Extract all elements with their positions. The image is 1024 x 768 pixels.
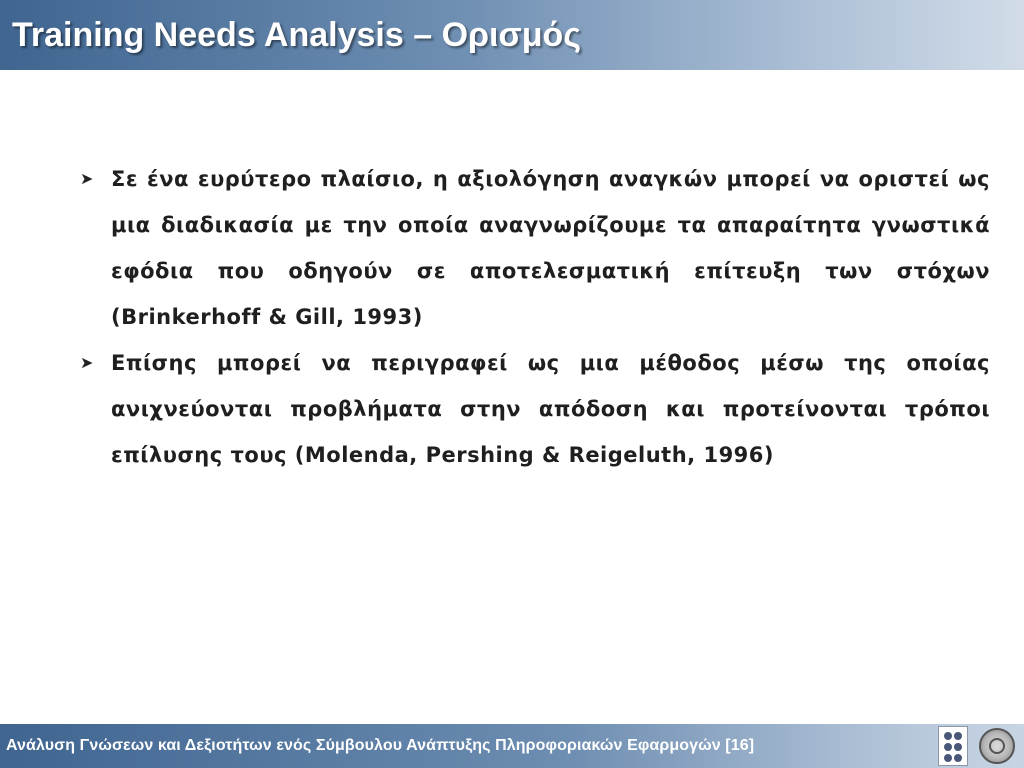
- title-bar: [0, 0, 1024, 70]
- arrow-bullet-icon: ➤: [80, 353, 94, 372]
- bullet-text: Επίσης μπορεί να περιγραφεί ως μια μέθοδος μέσω της οποίας ανιχνεύονται προβλήματα στην απόδοση και προτείνονται τρόποι επίλυσης τους (Molenda, Pershing & Reigeluth, 1996): [111, 351, 990, 467]
- footer-text: [6, 737, 754, 755]
- footer-bar: [0, 724, 1024, 768]
- footer-course-title: Ανάλυση Γνώσεων και Δεξιοτήτων ενός Σύμβουλου Ανάπτυξης Πληροφοριακών Εφαρμογών: [6, 737, 721, 754]
- university-logo-icon: [938, 726, 968, 766]
- bullet-text: Σε ένα ευρύτερο πλαίσιο, η αξιολόγηση αναγκών μπορεί να οριστεί ως μια διαδικασία με την οποία αναγνωρίζουμε τα απαραίτητα γνωστικά εφόδια που οδηγούν σε αποτελεσματική επίτευξη των στόχων (Brinkerhoff & Gill, 1993): [111, 167, 990, 329]
- bullet-item: [78, 340, 990, 478]
- slide-content: [78, 156, 990, 478]
- slide-title: Training Needs Analysis – Ορισμός: [12, 16, 582, 54]
- seal-logo-icon: [979, 728, 1015, 764]
- bullet-item: [78, 156, 990, 340]
- arrow-bullet-icon: ➤: [80, 169, 94, 188]
- page-number: [16]: [725, 737, 755, 754]
